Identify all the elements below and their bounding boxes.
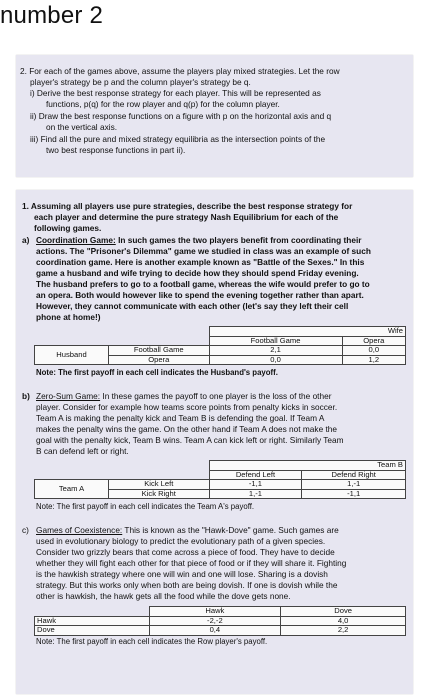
payoff-cell: -2,-2 — [149, 616, 281, 626]
row-header: Kick Right — [109, 489, 210, 499]
item-iii-line-1: iii) Find all the pure and mixed strategy equilibria as the intersection points of the — [30, 134, 326, 144]
table-b-note: Note: The first payoff in each cell indicates the Team A's payoff. — [36, 502, 255, 511]
part-a-line-3: coordination game. Here is another example known as "Battle of the Sexes." In this — [36, 257, 365, 267]
col-header: Football Game — [209, 336, 342, 346]
payoff-cell: 0,0 — [209, 355, 342, 365]
row-header: Hawk — [35, 616, 150, 626]
part-c-line-3: Consider two grizzly bears that come across a piece of food. They have to decide — [36, 547, 335, 557]
item-i-line-1: i) Derive the best response strategy for each player. This will be represented as — [30, 88, 321, 98]
question-2-line-1: 2. For each of the games above, assume the players play mixed strategies. Let the row — [20, 66, 340, 76]
part-a-line-6: an opera. Both would however like to spend the evening together rather than apart. — [36, 290, 364, 300]
part-c-label: c) — [22, 525, 29, 535]
payoff-cell: 2,2 — [281, 626, 406, 636]
part-b-line-6: B can defend left or right. — [36, 446, 129, 456]
page-heading: number 2 — [0, 2, 103, 29]
hawk-dove-payoff-table — [34, 606, 406, 636]
item-i-line-2: functions, p(q) for the row player and q(p) for the column player. — [46, 99, 280, 109]
payoff-cell: 0,0 — [342, 346, 405, 356]
row-header: Dove — [35, 626, 150, 636]
table-c-note: Note: The first payoff in each cell indicates the Row player's payoff. — [36, 637, 268, 646]
part-c-line-4: whether they will fight each other for that piece of food or if they will share it. Fighting — [36, 558, 347, 568]
part-a-line-4: game a husband and wife trying to decide how they should spend Friday evening. — [36, 268, 359, 278]
question-1-line-2: each player and determine the pure strategy Nash Equilibrium for each of the — [34, 212, 339, 222]
item-iii-line-2: two best response functions in part ii). — [46, 145, 186, 155]
table-a-note: Note: The first payoff in each cell indicates the Husband's payoff. — [36, 368, 278, 377]
row-player-label: Husband — [35, 346, 109, 365]
col-header: Defend Right — [302, 470, 406, 480]
row-header: Opera — [109, 355, 210, 365]
question-1-line-1: 1. Assuming all players use pure strategies, describe the best response strategy for — [22, 201, 353, 211]
row-header: Football Game — [109, 346, 210, 356]
penalty-kick-payoff-table — [34, 460, 406, 499]
part-a-label: a) — [22, 235, 30, 245]
row-header: Kick Left — [109, 480, 210, 490]
part-c-line-7: other is hawkish, the hawk gets all the food while the dove gets none. — [36, 591, 291, 601]
part-c-line-1 — [36, 525, 339, 536]
part-b-text-1: In these games the payoff to one player is the loss of the other — [102, 391, 332, 401]
col-header: Dove — [281, 607, 406, 617]
col-header: Hawk — [149, 607, 281, 617]
payoff-cell: 0,4 — [149, 626, 281, 636]
part-a-line-2: actions. The "Prisoner's Dilemma" game we studied in class was an example of such — [36, 246, 371, 256]
col-header: Defend Left — [209, 470, 302, 480]
payoff-cell: 1,2 — [342, 355, 405, 365]
part-c-text-1: This is known as the "Hawk-Dove" game. Such games are — [124, 525, 339, 535]
item-ii-line-2: on the vertical axis. — [46, 122, 118, 132]
mixed-strategy-question-card — [16, 55, 413, 177]
part-a-line-7: However, they cannot communicate with each other (let's say they left their cell — [36, 301, 349, 311]
part-c-line-5: is the hawkish strategy where one will win and one will lose. Sharing is a dovish — [36, 569, 328, 579]
part-b-line-2: player. Consider for example how teams score points from penalty kicks in soccer. — [36, 402, 338, 412]
payoff-cell: -1,1 — [302, 489, 406, 499]
col-player-label: Wife — [209, 327, 406, 337]
part-b-line-4: makes the penalty wins the game. On the other hand if Team A does not make the — [36, 424, 338, 434]
payoff-cell: 1,-1 — [209, 489, 302, 499]
col-header: Opera — [342, 336, 405, 346]
part-b-line-5: goal with the penalty kick, Team B wins. Team A can kick left or right. Similarly Team — [36, 435, 344, 445]
part-a-text-1: In such games the two players benefit from coordinating their — [118, 235, 362, 245]
item-ii-line-1: ii) Draw the best response functions on a figure with p on the horizontal axis and q — [30, 111, 332, 121]
part-a-line-8: phone at home!) — [36, 312, 101, 322]
row-player-label: Team A — [35, 480, 109, 499]
payoff-cell: 2,1 — [209, 346, 342, 356]
coordination-game-title: Coordination Game: — [36, 235, 116, 245]
part-c-line-2: used in evolutionary biology to predict the evolutionary path of a given species. — [36, 536, 326, 546]
payoff-cell: 1,-1 — [302, 480, 406, 490]
pure-strategy-question-card — [16, 190, 413, 694]
battle-of-sexes-payoff-table — [34, 326, 406, 365]
part-a-line-5: The husband prefers to go to a football game, whereas the wife would prefer to go to — [36, 279, 370, 289]
question-2-line-2: player's strategy be p and the column player's strategy be q. — [30, 77, 251, 87]
question-1-line-3: following games. — [34, 223, 102, 233]
payoff-cell: 4,0 — [281, 616, 406, 626]
zero-sum-game-title: Zero-Sum Game: — [36, 391, 101, 401]
part-b-line-1 — [36, 391, 331, 402]
payoff-cell: -1,1 — [209, 480, 302, 490]
col-player-label: Team B — [209, 461, 406, 471]
coexistence-game-title: Games of Coexistence: — [36, 525, 123, 535]
part-b-line-3: Team A is making the penalty kick and Team B is defending the goal. If Team A — [36, 413, 325, 423]
part-b-label: b) — [22, 391, 30, 401]
part-a-line-1 — [36, 235, 361, 246]
part-c-line-6: strategy. But this works only when both are being dovish. If one is dovish while the — [36, 580, 338, 590]
